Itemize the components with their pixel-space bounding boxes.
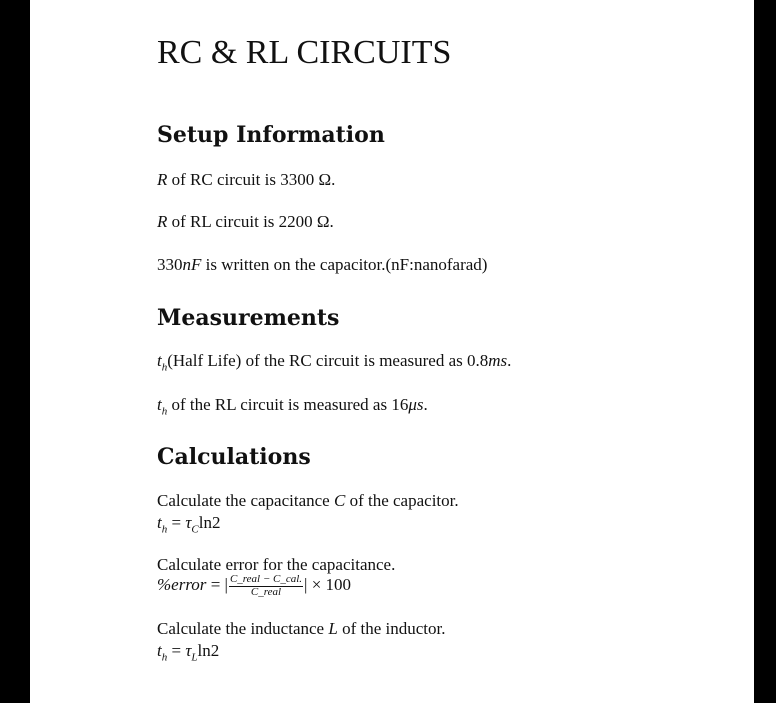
ln2: ln2 <box>198 513 221 532</box>
period: . <box>423 395 428 414</box>
calc1-text-b: of the capacitor. <box>345 491 459 510</box>
sub-h: h <box>161 361 168 374</box>
calc-capacitance-text <box>157 491 459 511</box>
ln2: ln2 <box>197 641 220 660</box>
times-100: | × 100 <box>304 574 352 594</box>
calc-capacitance-equation <box>157 513 221 535</box>
equals: = <box>167 513 186 532</box>
fraction-numerator: C_real − C_cal. <box>229 573 303 585</box>
setup-rc-text: of RC circuit is 3300 Ω. <box>167 170 336 189</box>
calc1-text-a: Calculate the capacitance <box>157 491 334 510</box>
setup-rc-resistance <box>157 170 335 190</box>
unit-us: μs <box>408 395 424 414</box>
measurement-rl <box>157 395 428 417</box>
calc3-text-b: of the inductor. <box>337 619 446 638</box>
cap-text: is written on the capacitor.(nF:nanofarad) <box>201 255 488 274</box>
sub-h: h <box>161 405 168 418</box>
section-heading-setup: Setup Information <box>157 122 385 148</box>
calc-inductance-text <box>157 619 445 639</box>
var-tau: τ <box>185 513 192 532</box>
cap-value: 330 <box>157 255 183 274</box>
sub-c: C <box>191 523 199 536</box>
sub-h: h <box>161 651 168 664</box>
measurement-rc <box>157 351 511 373</box>
unit-ms: ms <box>488 351 508 370</box>
sub-h: h <box>161 523 168 536</box>
var-c: C <box>333 491 346 510</box>
setup-capacitor-label <box>157 255 487 275</box>
calc-inductance-equation <box>157 641 219 663</box>
setup-rl-resistance <box>157 212 334 232</box>
sub-l: L <box>191 651 198 664</box>
document-page <box>30 0 754 703</box>
var-tau: τ <box>185 641 192 660</box>
var-l: L <box>328 619 338 638</box>
setup-rl-text: of RL circuit is 2200 Ω. <box>167 212 334 231</box>
var-error: %error <box>157 574 207 594</box>
calc-error-text: Calculate error for the capacitance. <box>157 555 396 574</box>
var-t: t <box>157 513 162 532</box>
var-t: t <box>157 395 162 414</box>
equals-abs: = | <box>206 574 228 594</box>
var-r: R <box>157 170 168 189</box>
page-title: RC & RL CIRCUITS <box>157 34 452 71</box>
cap-unit: nF <box>182 255 202 274</box>
period: . <box>507 351 512 370</box>
measurement-rc-text: (Half Life) of the RC circuit is measured as 0.8 <box>167 351 489 370</box>
var-t: t <box>157 641 162 660</box>
error-fraction <box>229 574 303 598</box>
calc-error-equation <box>157 574 351 598</box>
var-r: R <box>157 212 168 231</box>
measurement-rl-text: of the RL circuit is measured as 16 <box>167 395 409 414</box>
fraction-denominator: C_real <box>250 585 282 598</box>
section-heading-measurements: Measurements <box>157 305 340 331</box>
calc3-text-a: Calculate the inductance <box>157 619 329 638</box>
var-t: t <box>157 351 162 370</box>
section-heading-calculations: Calculations <box>157 444 311 470</box>
equals: = <box>167 641 186 660</box>
